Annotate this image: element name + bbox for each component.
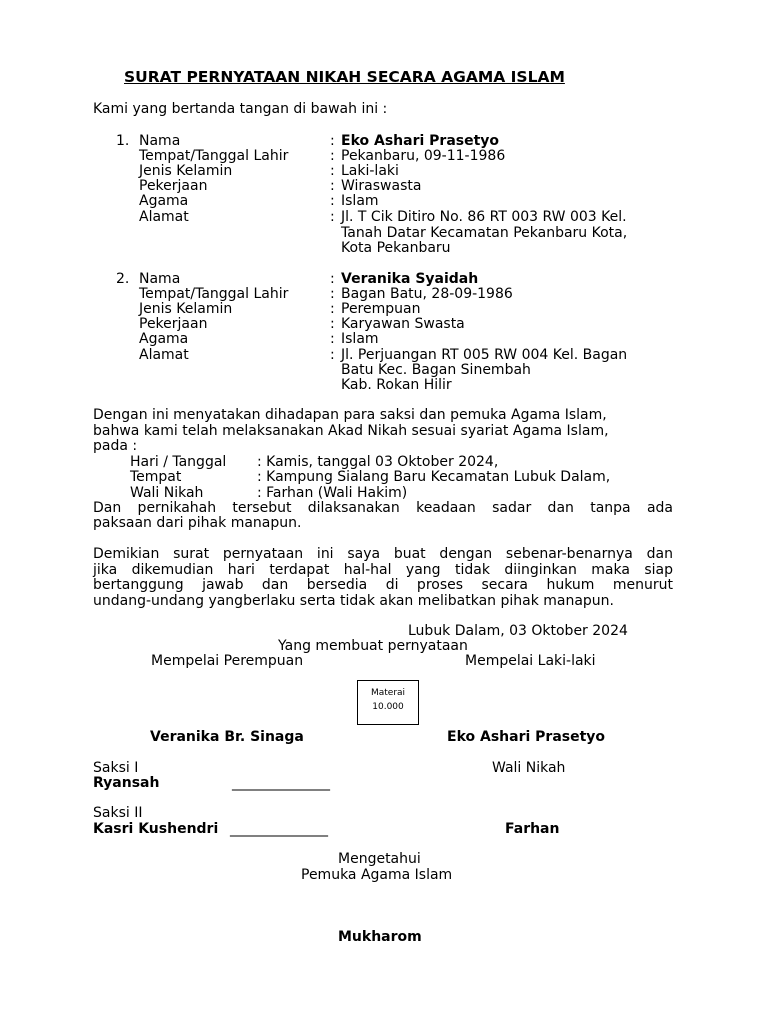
party-2-address-line: Kab. Rokan Hilir (341, 377, 452, 393)
party-2-occupation: Karyawan Swasta (341, 316, 465, 332)
colon: : (330, 301, 335, 317)
label-agama: Agama (139, 193, 189, 209)
colon: : (330, 193, 335, 209)
place-date: Lubuk Dalam, 03 Oktober 2024 (408, 623, 628, 639)
colon: : (330, 133, 335, 149)
colon: : (330, 148, 335, 164)
label-jenis-kelamin: Jenis Kelamin (139, 163, 233, 179)
witness-2-name: Kasri Kushendri (93, 821, 219, 837)
label-nama: Nama (139, 271, 181, 287)
colon: : (330, 178, 335, 194)
label-ttl: Tempat/Tanggal Lahir (139, 148, 289, 164)
statement-line: Dengan ini menyatakan dihadapan para saksi dan pemuka Agama Islam, (93, 407, 607, 423)
party-2-gender: Perempuan (341, 301, 421, 317)
party-2-address-line: Jl. Perjuangan RT 005 RW 004 Kel. Bagan (341, 347, 628, 363)
party-1-address-line: Jl. T Cik Ditiro No. 86 RT 003 RW 003 Kel. (341, 209, 627, 225)
label-alamat: Alamat (139, 347, 189, 363)
event-wali-label: Wali Nikah (130, 485, 204, 501)
label-pekerjaan: Pekerjaan (139, 316, 208, 332)
party-1-gender: Laki-laki (341, 163, 399, 179)
witness-2-signature-line: ______________ (230, 821, 328, 837)
label-pekerjaan: Pekerjaan (139, 178, 208, 194)
party-1-name: Eko Ashari Prasetyo (341, 133, 500, 149)
event-tempat-label: Tempat (130, 469, 182, 485)
consent-line: paksaan dari pihak manapun. (93, 515, 302, 531)
party-1-ttl: Pekanbaru, 09-11-1986 (341, 148, 506, 164)
party-2-religion: Islam (341, 331, 379, 347)
colon: : (330, 331, 335, 347)
bride-name: Veranika Br. Sinaga (150, 729, 304, 745)
colon: : (330, 286, 335, 302)
colon: : (330, 347, 335, 363)
intro-text: Kami yang bertanda tangan di bawah ini : (93, 101, 388, 117)
groom-name: Eko Ashari Prasetyo (447, 729, 606, 745)
statement-line: pada : (93, 438, 138, 454)
party-1-number: 1. (116, 133, 130, 149)
party-1-address-line: Kota Pekanbaru (341, 240, 451, 256)
approval-label: Mengetahui (338, 851, 421, 867)
consent-line: Dan pernikahah tersebut dilaksanakan keadaan sadar dan tanpa ada (93, 500, 673, 516)
party-2-name: Veranika Syaidah (341, 271, 479, 287)
colon: : (330, 163, 335, 179)
witness-1-name: Ryansah (93, 775, 160, 791)
label-ttl: Tempat/Tanggal Lahir (139, 286, 289, 302)
event-tempat-value: : Kampung Sialang Baru Kecamatan Lubuk Dalam, (257, 469, 611, 485)
closing-line: Demikian surat pernyataan ini saya buat dengan sebenar-benarnya dan (93, 546, 673, 562)
bride-role: Mempelai Perempuan (151, 653, 304, 669)
closing-line: bertanggung jawab dan bersedia di proses secara hukum menurut (93, 577, 673, 593)
document-title: SURAT PERNYATAAN NIKAH SECARA AGAMA ISLAM (124, 68, 565, 86)
colon: : (330, 316, 335, 332)
witness-1-signature-line: ______________ (232, 775, 330, 791)
colon: : (330, 271, 335, 287)
label-jenis-kelamin: Jenis Kelamin (139, 301, 233, 317)
label-nama: Nama (139, 133, 181, 149)
wali-nikah-name: Farhan (505, 821, 560, 837)
wali-nikah-label: Wali Nikah (492, 760, 566, 776)
party-2-address-line: Batu Kec. Bagan Sinembah (341, 362, 531, 378)
closing-line: jika dikemudian hari terdapat hal-hal yang tidak diinginkan maka siap (93, 562, 673, 578)
groom-role: Mempelai Laki-laki (465, 653, 596, 669)
materai-label: Materai (370, 688, 406, 698)
approval-role: Pemuka Agama Islam (301, 867, 453, 883)
party-2-ttl: Bagan Batu, 28-09-1986 (341, 286, 513, 302)
materai-value: 10.000 (372, 702, 404, 712)
maker-label: Yang membuat pernyataan (278, 638, 468, 654)
statement-line: bahwa kami telah melaksanakan Akad Nikah sesuai syariat Agama Islam, (93, 423, 609, 439)
party-1-address-line: Tanah Datar Kecamatan Pekanbaru Kota, (341, 225, 628, 241)
party-1-religion: Islam (341, 193, 379, 209)
label-alamat: Alamat (139, 209, 189, 225)
witness-1-label: Saksi I (93, 760, 139, 776)
party-1-occupation: Wiraswasta (341, 178, 422, 194)
event-hari-label: Hari / Tanggal (130, 454, 227, 470)
witness-2-label: Saksi II (93, 805, 143, 821)
approval-name: Mukharom (338, 929, 422, 945)
closing-line: undang-undang yangberlaku serta tidak akan melibatkan pihak manapun. (93, 593, 615, 609)
event-wali-value: : Farhan (Wali Hakim) (257, 485, 408, 501)
party-2-number: 2. (116, 271, 130, 287)
event-hari-value: : Kamis, tanggal 03 Oktober 2024, (257, 454, 499, 470)
label-agama: Agama (139, 331, 189, 347)
colon: : (330, 209, 335, 225)
materai-stamp-box (357, 680, 419, 725)
